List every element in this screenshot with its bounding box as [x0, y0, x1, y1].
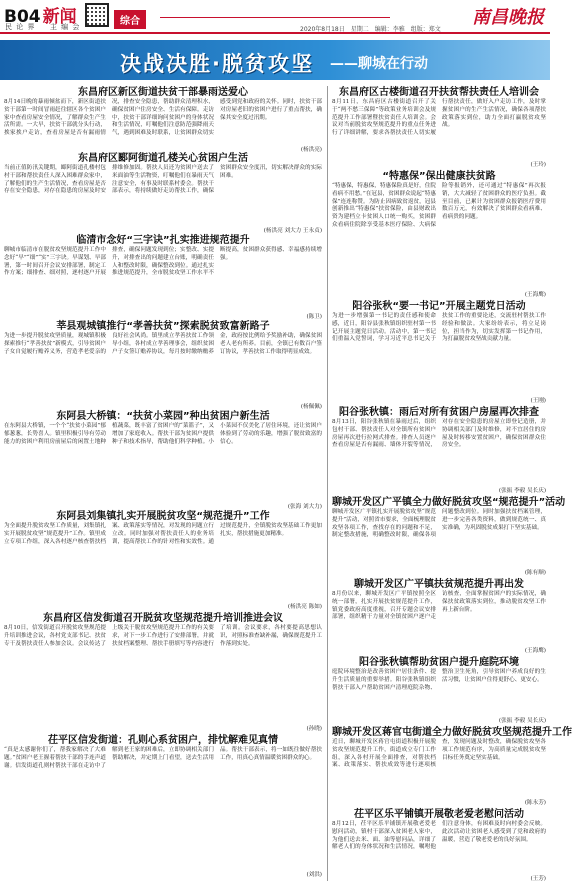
article-author: (王海鹰): [524, 292, 546, 298]
article-title: 东昌府区古楼街道召开扶贫帮扶责任人培训会: [339, 87, 539, 98]
article-author: (张海 刘大力): [287, 504, 322, 510]
article-title: 茌平区乐平铺镇开展敬老爱老慰问活动: [354, 809, 524, 820]
masthead: [0, 0, 550, 34]
section-tag: 综合: [114, 10, 146, 29]
article-body: “真是太感谢你们了，帮我家解决了大难题。”贫困户老王握着帮扶干部的手连声道谢。信发街道孔则村帮扶干部在走访中了解到老王家的困难后，立即协调相关部门帮助解决，并定期上门看望，送去生活用品。帮扶干部表示，将一如既往做好帮扶工作，用真心真情温暖贫困群众的心。: [4, 747, 322, 769]
article-author: (杨洪亮 陈如): [287, 604, 322, 610]
article: [4, 320, 322, 410]
article-author: (杨佩佩): [300, 404, 322, 410]
page-number: B04 新闻: [4, 7, 77, 27]
article-body: 8月13日，阳谷张秋镇在暴雨过后，组织包村干部、帮扶责任人对全镇所有贫困户房屋再次进行拉网式排查。排查人员逐户查看房屋是否有漏雨、墙体开裂等情况，对存在安全隐患的房屋立即登记造册，并协调相关部门及时维修，对不宜居住的房屋及时转移安置贫困户，确保贫困群众住房安全。: [332, 419, 546, 449]
article-title: 阳谷张秋镇：雨后对所有贫困户房屋再次排查: [339, 407, 539, 418]
column-divider: [327, 86, 328, 881]
article: [332, 808, 546, 882]
article-body: 8月12日，茌平区乐平铺镇开展敬老爱老慰问活动，镇村干部深入贫困老人家中，为他们送去米、面、油等慰问品，详细了解老人们的身体状况和生活情况，嘱咐他们注意身体，有困难及时向村委会反映。此次活动让贫困老人感受到了党和政府的温暖，营造了敬老爱老的良好氛围。: [332, 821, 546, 851]
article-title: 茌平区信发街道：孔则心系贫困户，排忧解难见真情: [48, 735, 278, 746]
article-title: “特惠保”保出健康扶贫路: [382, 171, 496, 182]
banner-subtitle: ——聊城在行动: [330, 56, 428, 72]
article-author: (陈卫): [306, 314, 322, 320]
article-title: 东昌府区郾阿街道孔楼关心贫困户生活: [78, 153, 248, 164]
article-body: 8月份以来，聊城开发区广平镇按照全区统一部署，扎实开展扶贫规范提升工作，镇党委政府高度重视，召开专题会议安排部署，组织精干力量对全镇贫困户逐户走访核查，全面掌握贫困户的实际情况，确保扶贫政策落实到位，推动脱贫攻坚工作再上新台阶。: [332, 591, 546, 621]
article-author: (孙晓): [306, 726, 322, 732]
article-title: 阳谷张秋“要一书记”开展主题党日活动: [352, 301, 526, 312]
article-body: 8月14日晚的暴雨倾盆而下，新区街道扶贫干部第一时间冒雨赶往辖区各个贫困户家中查看房屋安全情况，了解群众生产生活所需。一大早，扶贫干部就分头行动，挨家挨户走访，查看房屋是否有漏雨情况，排查安全隐患，帮助群众清理积水，确保贫困户住房安全、生活有保障。走访中，扶贫干部详细询问贫困户的身体状况和生活情况，叮嘱他们注意防范强降雨天气，遇到困难及时联系，让贫困群众切实感受到党和政府的关怀。同时，扶贫干部对房屋老旧的贫困户进行了重点帮扶，确保其安全度过汛期。: [4, 99, 322, 137]
article-title: 阳谷张秋镇帮助贫困户提升庭院环境: [359, 657, 519, 668]
article: [332, 170, 546, 298]
article-author: (刘洪): [306, 872, 322, 878]
article-title: 东昌府区新区街道扶贫干部暴雨送爱心: [78, 87, 248, 98]
article-title: 东阿县大桥镇：“扶贫小菜园”种出贫困户新生活: [56, 411, 270, 422]
article-title: 临清市念好“三字诀”扎实推进规范提升: [76, 235, 250, 246]
article-author: (王芳): [530, 876, 546, 882]
article-body: 为全面提升脱贫攻坚工作质量，刘集镇扎实开展脱贫攻坚“规范提升”工作。镇里成立专项工作组，深入各村逐户核查帮扶档案、政策落实等情况，对发现的问题立行立改。同时加强对帮扶责任人的业务培训，提高帮扶工作的针对性和实效性。通过规范提升，全镇脱贫攻坚基础工作更加扎实，帮扶措施更加精准。: [4, 523, 322, 545]
article: [4, 612, 322, 732]
article-body: 聊城开发区广平镇扎实开展脱贫攻坚“规范提升”活动，对照省市要求，全面梳理脱贫攻坚各项工作，查找存在的问题和不足，制定整改措施，明确整改时限，确保各项问题整改到位。同时加强扶贫档案管理，进一步完善各类资料，做到规范统一、真实准确，为巩固脱贫成果打下坚实基础。: [332, 509, 546, 539]
article-title: 聊城开发区广平镇全力做好脱贫攻坚“规范提升”活动: [332, 497, 566, 508]
article-author: (杨洪亮): [300, 147, 322, 153]
article: [332, 86, 546, 168]
article-author: (陈有顺): [524, 570, 546, 576]
article-author: (张振 李毅 吴长庆): [498, 488, 546, 494]
article: [332, 496, 566, 576]
article-body: 近日，聊城开发区蒋官屯街道积极开展脱贫攻坚规范提升工作，街道成立专门工作组，深入各村开展全面排查，对帮扶档案、政策落实、帮扶成效等进行逐项核查，发现问题及时整改，确保脱贫攻坚各项工作规范有序，为高质量完成脱贫攻坚目标任务奠定坚实基础。: [332, 739, 546, 769]
article-author: (张振 李毅 吴长庆): [498, 718, 546, 724]
article: [332, 300, 546, 404]
section-sub: 民 论 界 主 编 会: [5, 23, 81, 31]
article-author: (王海鹰): [524, 648, 546, 654]
section-name: 新闻: [42, 7, 77, 27]
article: [4, 86, 322, 152]
article: [332, 726, 572, 806]
article: [332, 656, 546, 724]
article-body: 为进一步增强第一书记的责任感和使命感，近日，阳谷县张秋镇组织驻村第一书记开展主题党日活动。活动中，第一书记们重温入党誓词，学习习近平总书记关于扶贫工作的重要论述，交流驻村帮扶工作经验和做法。大家纷纷表示，将立足岗位，担当作为，切实发挥第一书记作用，为打赢脱贫攻坚战贡献力量。: [332, 313, 546, 343]
newspaper-logo: 南昌晚报: [472, 7, 544, 28]
article-author: (杨洪亮 刘大力 王永贞): [263, 228, 322, 234]
banner-title: 决战决胜·脱贫攻坚: [120, 52, 314, 76]
article: [332, 578, 546, 654]
article: [4, 410, 322, 510]
article-title: 东昌府区信发街道召开脱贫攻坚规范提升培训推进会议: [43, 613, 283, 624]
article: [4, 234, 322, 320]
article-body: 8月10日，信发街道召开脱贫攻坚规范提升培训推进会议，各村党支部书记、扶贫专干及帮扶责任人参加会议。会议传达了上级关于脱贫攻坚规范提升工作的有关要求，对下一步工作进行了安排部署，并就扶贫档案整理、帮扶手册填写等内容进行了培训。会议要求，各村要提高思想认识，对照标准查缺补漏，确保规范提升工作落到实处。: [4, 625, 322, 647]
article-title: 聊城开发区广平镇扶贫规范提升再出发: [354, 579, 524, 590]
article-body: 当前正值防汛关键期，郾阿街道孔楼村包村干部和帮扶责任人深入困难群众家中，了解他们的生产生活情况，查看房屋是否存在安全隐患，对存在隐患的房屋及时安排维修加固。帮扶人员还为贫困户送去了米面油等生活物资，叮嘱他们在暴雨天气注意安全，有事及时联系村委会。帮扶干部表示，将持续做好走访帮扶工作，确保贫困群众安全度汛，切实解决群众的实际困难。: [4, 165, 322, 195]
article: [332, 406, 546, 494]
article-body: 8月11日，东昌府区古楼街道召开了关于“两不愁三保障”等政策业务培训会及规范提升工作部署暨扶贫责任人培训会。会议对当前脱贫攻坚规范提升的重点任务进行了详细讲解，要求各帮扶责任人切实履行帮扶责任，做好入户走访工作，及时掌握贫困户的生产生活情况，确保各项帮扶政策落实到位，助力全面打赢脱贫攻坚战。: [332, 99, 546, 137]
topic-banner: [0, 40, 550, 80]
article-title: 东阿县刘集镇扎实开展脱贫攻坚“规范提升”工作: [56, 511, 270, 522]
issue-meta: 2020年8月18日 星期二 编辑：李雅 组版：郑文: [300, 26, 441, 33]
article-body: 为进一步提升脱贫攻坚质量，观城镇积极探索推行“孝善扶贫”新模式，引导贫困户子女自觉履行赡养义务，营造孝老爱亲的良好社会风尚。镇里成立孝善扶贫工作领导小组，各村成立孝善理事会，组织贫困户子女签订赡养协议，每月按时缴纳赡养金，政府按比例给予奖励补助，确保贫困老人老有所养。目前，全镇已有数百户签订协议，孝善扶贫工作取得明显成效。: [4, 333, 322, 355]
article-body: 在东阿县大桥镇，一个个“扶贫小菜园”郁郁葱葱，长势喜人。镇里积极引导有劳动能力的贫困户利用房前屋后的闲置土地种植蔬菜，既丰富了贫困户的“菜篮子”，又增加了家庭收入。帮扶干部为贫困户提供种子和技术指导，帮助他们科学种植。小小菜园不仅美化了居住环境，还让贫困户体验到了劳动的乐趣，增强了脱贫致富的信心。: [4, 423, 322, 445]
qr-code-icon: [85, 3, 109, 27]
article-body: 庭院环境整治是改善贫困户居住条件、提升生活质量的重要举措。阳谷张秋镇组织帮扶干部入户帮助贫困户清理庭院杂物、整治卫生死角，引导贫困户养成良好的生活习惯，让贫困户住得更舒心、更安心。: [332, 669, 546, 691]
article: [4, 510, 322, 610]
article: [4, 734, 322, 880]
article-author: (陈永芳): [524, 800, 546, 806]
masthead-rule: [160, 17, 390, 18]
article-author: (王刚): [530, 398, 546, 404]
article-title: 莘县观城镇推行“孝善扶贫”探索脱贫致富新路子: [56, 321, 270, 332]
article-author: (王玲): [530, 162, 546, 168]
article-body: 聊城市临清市在脱贫攻坚规范提升工作中念好“早”“细”“实”三字诀。早谋划、早部署，第一时间召开会议安排部署，制定工作方案；细排查、细对照，逐村逐户开展排查，确保问题发现到位；实整改、实提升，对排查出的问题建立台账，明确责任人和整改时限，确保整改到位。通过扎实推进规范提升，全市脱贫攻坚工作水平不断提高，贫困群众获得感、幸福感持续增强。: [4, 247, 322, 277]
article-title: 聊城开发区蒋官屯街道全力做好脱贫攻坚规范提升工作: [332, 727, 572, 738]
article: [4, 152, 322, 234]
article-body: “特惠保，特惠保，特惠保险真是好，住院看病不用愁。”在冠县，贫困群众说起“特惠保”连连称赞。为防止因病致贫返贫，冠县创新推出“特惠保”扶贫保险，由县财政出资为建档立卡贫困人口统一购买，贫困群众看病住院除享受基本医疗保险、大病保险等报销外，还可通过“特惠保”再次报销，大大减轻了贫困群众的医疗负担。截至目前，已累计为贫困群众报销医疗费用数百万元，有效解决了贫困群众看病难、看病贵的问题。: [332, 183, 546, 228]
